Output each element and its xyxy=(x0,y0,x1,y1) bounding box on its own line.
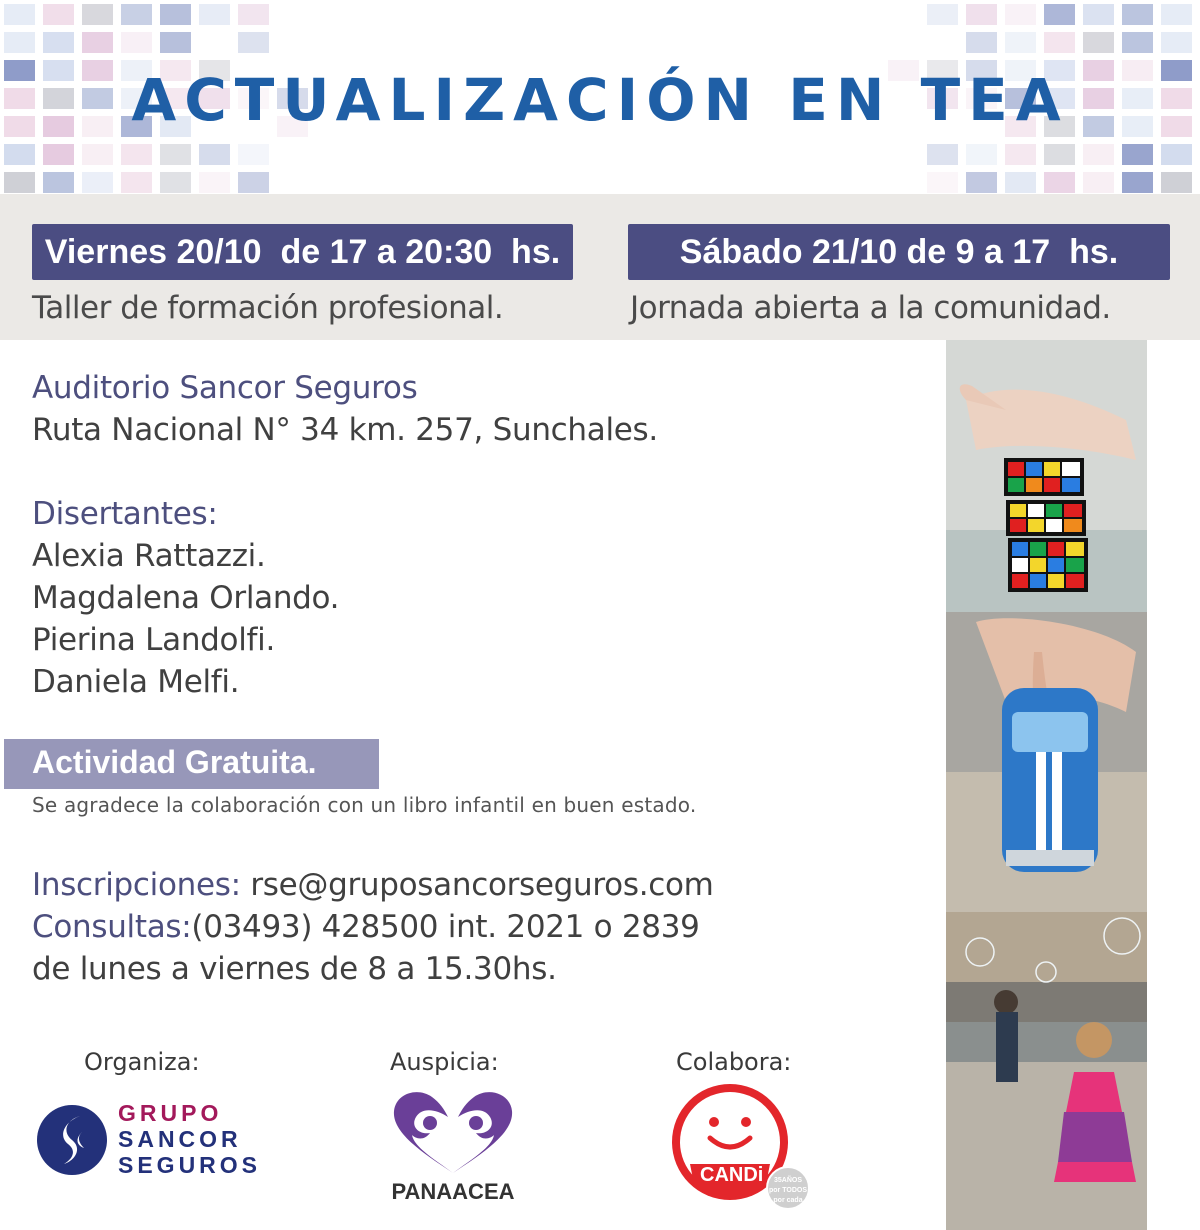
sancor-logo-line: SEGUROS xyxy=(118,1152,262,1178)
colabora-label: Colabora: xyxy=(676,1048,792,1076)
badge-line: 35AÑOS xyxy=(773,1177,802,1184)
panaacea-heart-icon xyxy=(378,1083,528,1178)
mosaic-tile xyxy=(1122,32,1153,53)
mosaic-tile xyxy=(966,32,997,53)
mosaic-tile xyxy=(1122,144,1153,165)
mosaic-tile xyxy=(966,172,997,193)
auspicia-label: Auspicia: xyxy=(390,1048,499,1076)
mosaic-tile xyxy=(1005,144,1036,165)
page-title: ACTUALIZACIÓN EN TEA xyxy=(131,66,1069,134)
speaker-name: Magdalena Orlando. xyxy=(32,580,340,616)
mosaic-tile xyxy=(121,144,152,165)
mosaic-tile xyxy=(82,172,113,193)
sancor-logo-line: GRUPO xyxy=(118,1100,223,1126)
speaker-name: Pierina Landolfi. xyxy=(32,622,276,658)
mosaic-tile xyxy=(1083,172,1114,193)
mosaic-tile xyxy=(966,4,997,25)
mosaic-tile xyxy=(1083,144,1114,165)
candi-logo xyxy=(666,1080,816,1210)
mosaic-tile xyxy=(4,32,35,53)
mosaic-tile xyxy=(1005,172,1036,193)
mosaic-tile xyxy=(238,144,269,165)
mosaic-tile xyxy=(121,32,152,53)
badge-line: por TODOS xyxy=(769,1187,807,1194)
mosaic-tile xyxy=(927,172,958,193)
mosaic-tile xyxy=(43,172,74,193)
rubiks-cube-photo xyxy=(946,340,1147,612)
mosaic-tile xyxy=(1161,172,1192,193)
mosaic-tile xyxy=(238,32,269,53)
mosaic-tile xyxy=(82,144,113,165)
mosaic-tile xyxy=(1161,4,1192,25)
mosaic-tile xyxy=(238,4,269,25)
day-badge-friday: Viernes 20/10 de 17 a 20:30 hs. xyxy=(32,224,573,280)
mosaic-tile xyxy=(1005,4,1036,25)
day-description-saturday: Jornada abierta a la comunidad. xyxy=(630,290,1111,326)
mosaic-tile xyxy=(43,4,74,25)
day-badge-saturday: Sábado 21/10 de 9 a 17 hs. xyxy=(628,224,1170,280)
panaacea-logo xyxy=(378,1083,528,1208)
mosaic-tile xyxy=(199,172,230,193)
mosaic-tile xyxy=(121,172,152,193)
mosaic-tile xyxy=(1005,32,1036,53)
mosaic-tile xyxy=(1122,4,1153,25)
mosaic-tile xyxy=(1161,144,1192,165)
mosaic-tile xyxy=(43,144,74,165)
mosaic-tile xyxy=(82,4,113,25)
mosaic-tile xyxy=(238,172,269,193)
mosaic-tile xyxy=(43,32,74,53)
speaker-name: Daniela Melfi. xyxy=(32,664,240,700)
mosaic-tile xyxy=(927,144,958,165)
inquiries-label: Consultas: xyxy=(32,909,192,945)
speakers-heading: Disertantes: xyxy=(32,496,218,532)
anniversary-badge xyxy=(766,1166,810,1210)
free-activity-badge: Actividad Gratuita. xyxy=(4,739,379,789)
mosaic-tile xyxy=(121,4,152,25)
mosaic-tile xyxy=(82,32,113,53)
mosaic-tile xyxy=(1083,4,1114,25)
sancor-logo xyxy=(36,1098,276,1182)
mosaic-tile xyxy=(1044,32,1075,53)
mosaic-tile xyxy=(4,4,35,25)
mosaic-tile xyxy=(927,4,958,25)
mosaic-tile xyxy=(199,4,230,25)
registration-label: Inscripciones: xyxy=(32,867,251,903)
toy-car-photo xyxy=(946,612,1147,912)
organiza-label: Organiza: xyxy=(84,1048,200,1076)
office-hours: de lunes a viernes de 8 a 15.30hs. xyxy=(32,951,557,987)
venue-name: Auditorio Sancor Seguros xyxy=(32,370,418,406)
mosaic-tile xyxy=(1044,144,1075,165)
mosaic-tile xyxy=(160,32,191,53)
inquiries-phone: (03493) 428500 int. 2021 o 2839 xyxy=(191,909,700,945)
inquiries-line xyxy=(32,909,700,945)
mosaic-tile xyxy=(4,144,35,165)
day-description-friday: Taller de formación profesional. xyxy=(32,290,504,326)
free-activity-note: Se agradece la colaboración con un libro infantil en buen estado. xyxy=(32,793,697,817)
mosaic-tile xyxy=(160,144,191,165)
speaker-name: Alexia Rattazzi. xyxy=(32,538,266,574)
venue-address: Ruta Nacional N° 34 km. 257, Sunchales. xyxy=(32,412,658,448)
registration-email-link[interactable]: rse@gruposancorseguros.com xyxy=(250,867,714,903)
mosaic-tile xyxy=(1044,4,1075,25)
mosaic-tile xyxy=(199,144,230,165)
mosaic-tile xyxy=(966,144,997,165)
sancor-logo-icon xyxy=(36,1102,110,1178)
registration-line xyxy=(32,867,714,903)
sancor-logo-line: SANCOR xyxy=(118,1126,242,1152)
badge-line: por cada xyxy=(773,1197,803,1204)
mosaic-tile xyxy=(160,172,191,193)
mosaic-tile xyxy=(1044,172,1075,193)
mosaic-tile xyxy=(4,172,35,193)
candi-logo-text: CANDi xyxy=(700,1164,764,1186)
mosaic-tile xyxy=(1161,32,1192,53)
mosaic-tile xyxy=(160,4,191,25)
mosaic-tile xyxy=(1083,32,1114,53)
panaacea-logo-text: PANAACEA xyxy=(391,1179,515,1204)
mosaic-tile xyxy=(1122,172,1153,193)
girl-bubbles-photo xyxy=(946,912,1147,1230)
